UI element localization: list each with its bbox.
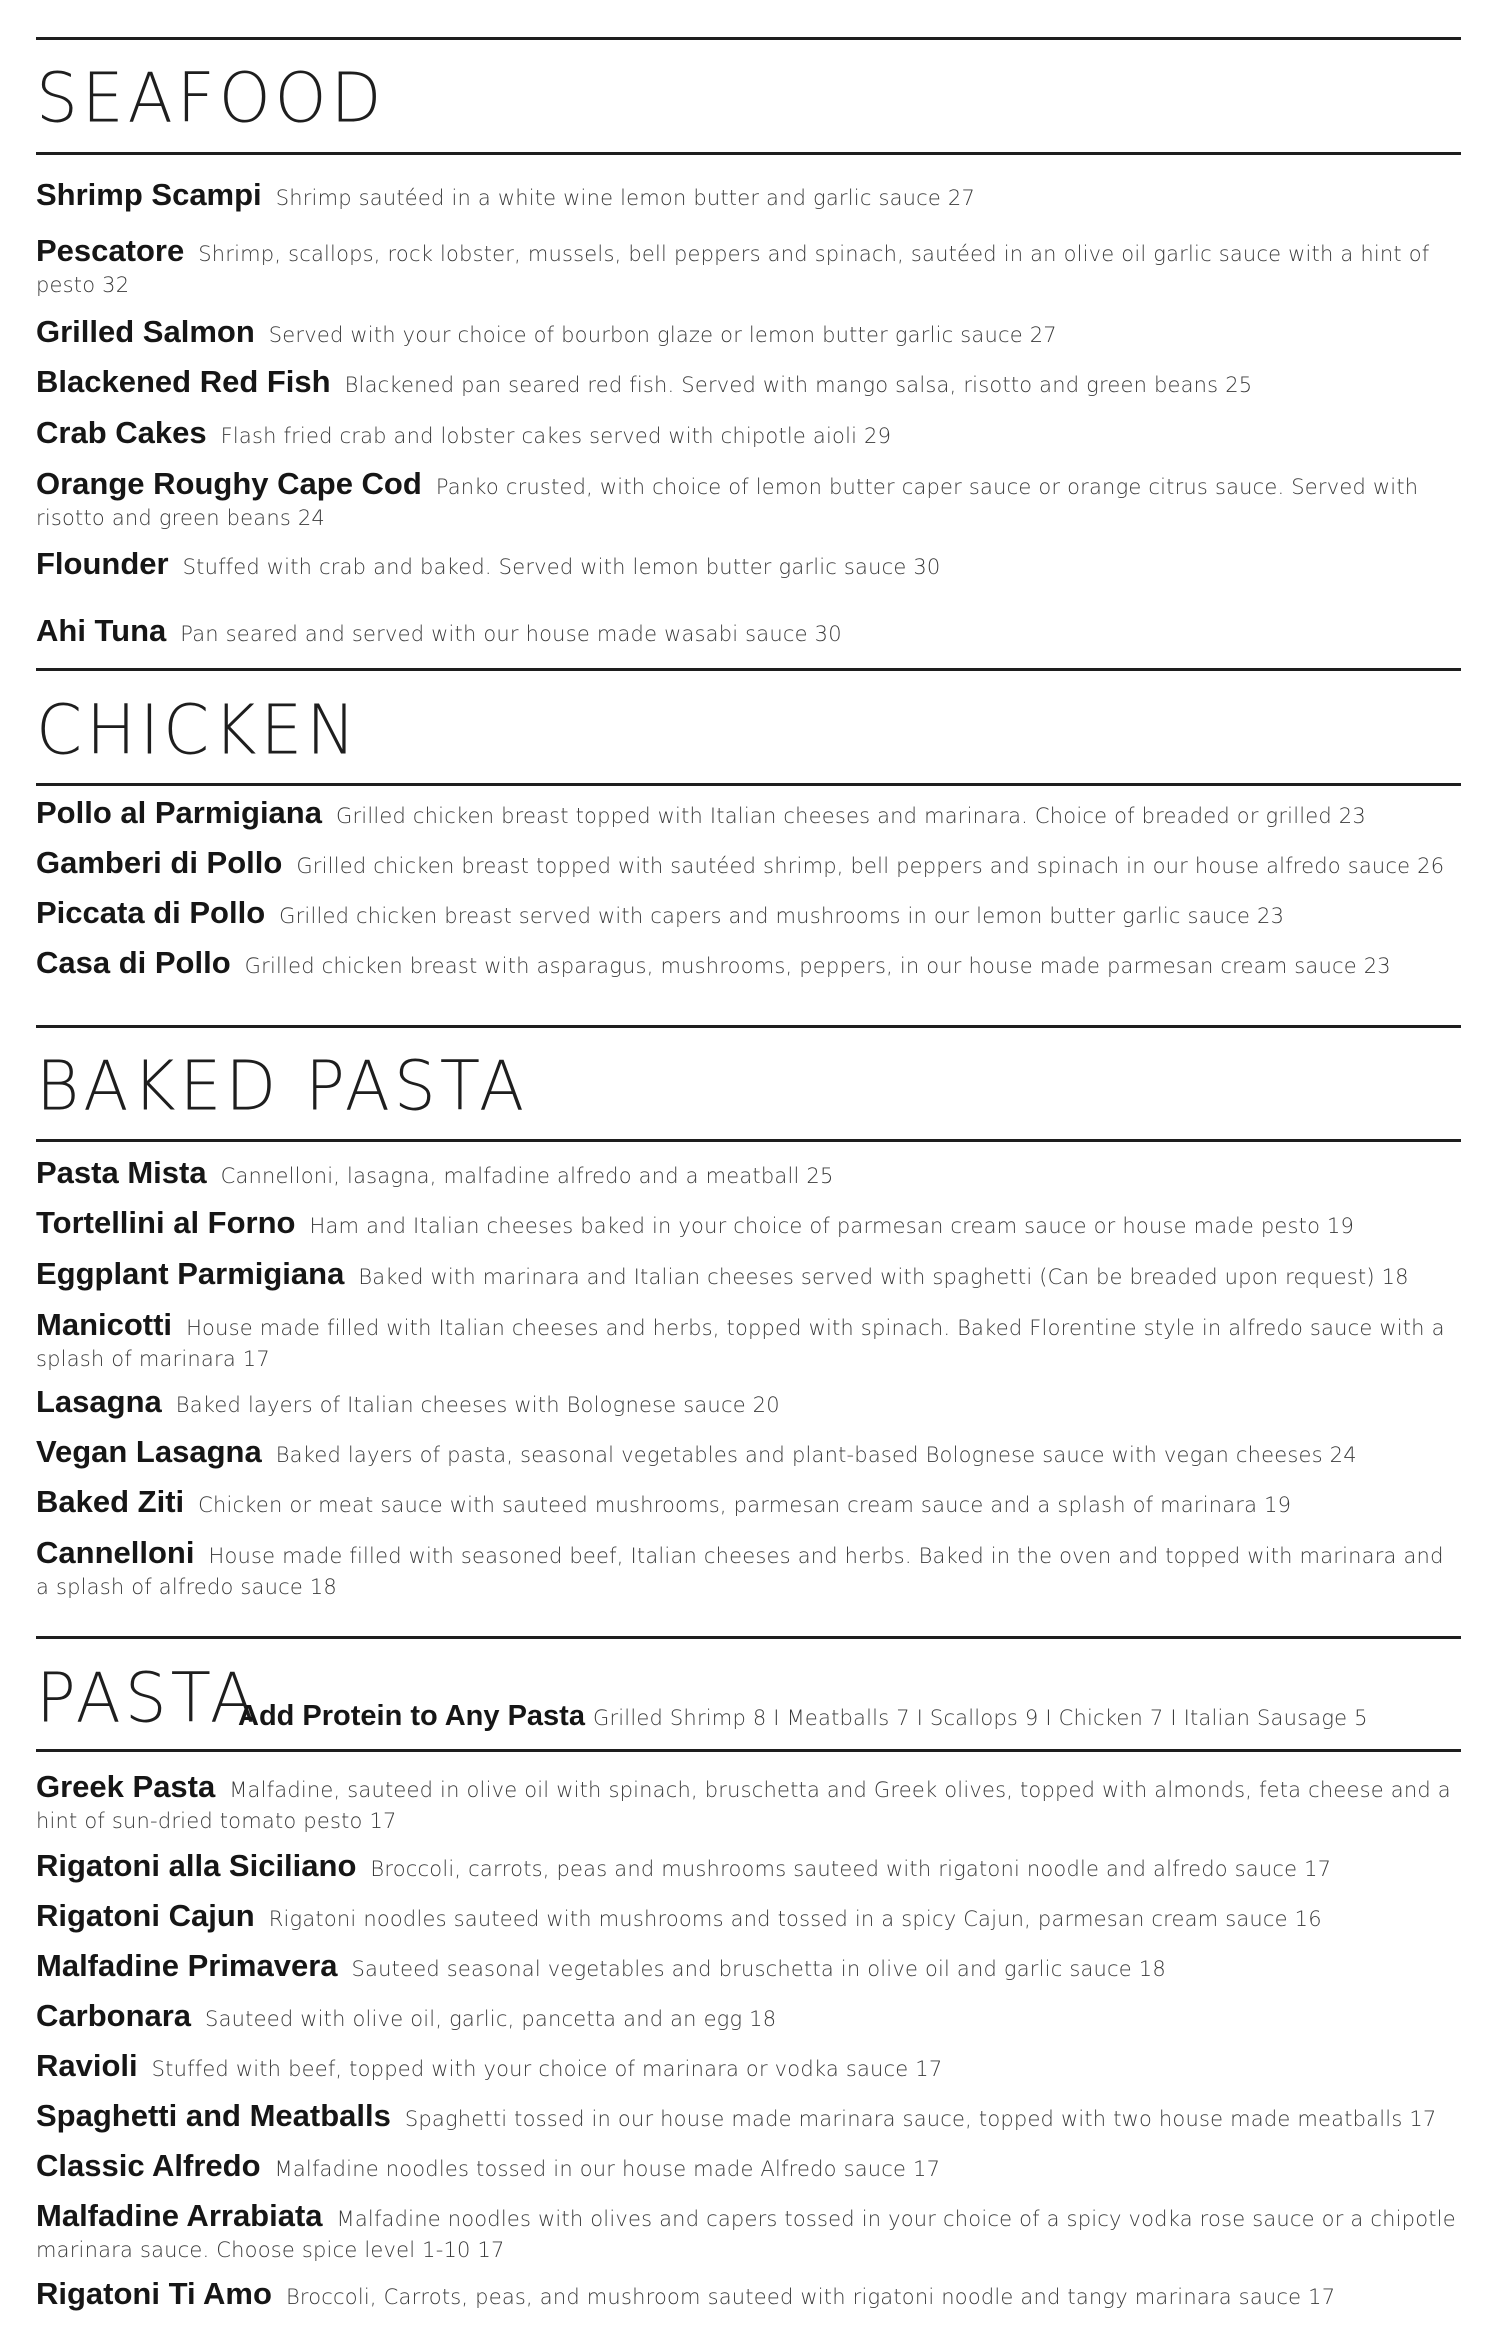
section-title-chicken: CHICKEN [36, 690, 360, 771]
menu-item [36, 2148, 1461, 2186]
item-name: Shrimp Scampi [36, 177, 262, 212]
item-description: Malfadine, sauteed in olive oil with spinach, bruschetta and Greek olives, topped with almonds, feta cheese and a hint of sun-dried tomato pesto 17 [36, 1778, 1451, 1833]
menu-item [36, 1998, 1461, 2036]
menu-item [36, 1948, 1461, 1986]
section-divider [36, 668, 1461, 671]
addon-label: Add Protein to Any Pasta [238, 1700, 585, 1732]
item-name: Grilled Salmon [36, 314, 255, 349]
item-description: Broccoli, carrots, peas and mushrooms sauteed with rigatoni noodle and alfredo sauce 17 [370, 1857, 1332, 1881]
menu-item [36, 2198, 1461, 2267]
item-name: Orange Roughy Cape Cod [36, 466, 422, 501]
section-divider [36, 1749, 1461, 1752]
section-title-baked-pasta: BAKED PASTA [36, 1046, 529, 1127]
menu-item [36, 466, 1461, 535]
item-description: Sauteed seasonal vegetables and bruschetta in olive oil and garlic sauce 18 [351, 1957, 1166, 1981]
item-name: Piccata di Pollo [36, 895, 266, 930]
item-description: Rigatoni noodles sauteed with mushrooms and tossed in a spicy Cajun, parmesan cream sauce 16 [268, 1907, 1322, 1931]
item-name: Flounder [36, 546, 169, 581]
menu-item [36, 1434, 1461, 1472]
item-description: Shrimp, scallops, rock lobster, mussels, bell peppers and spinach, sautéed in an olive oil garlic sauce with a hint of pesto 32 [36, 242, 1430, 297]
menu-item [36, 415, 1461, 453]
item-description: House made filled with Italian cheeses and herbs, topped with spinach. Baked Florentine style in alfredo sauce with a splash of marinara 17 [36, 1316, 1445, 1371]
item-name: Cannelloni [36, 1535, 195, 1570]
item-description: Sauteed with olive oil, garlic, pancetta and an egg 18 [205, 2007, 777, 2031]
menu-item [36, 546, 1461, 584]
item-description: House made filled with seasoned beef, Italian cheeses and herbs. Baked in the oven and topped with marinara and a splash of alfredo sauce 18 [36, 1544, 1444, 1599]
menu-item [36, 795, 1461, 833]
menu-item [36, 613, 1461, 651]
menu-item [36, 945, 1461, 983]
item-name: Baked Ziti [36, 1484, 185, 1519]
menu-item [36, 1155, 1461, 1193]
item-description: Malfadine noodles tossed in our house made Alfredo sauce 17 [274, 2157, 941, 2181]
item-name: Spaghetti and Meatballs [36, 2098, 391, 2133]
item-name: Tortellini al Forno [36, 1205, 296, 1240]
item-description: Grilled chicken breast served with capers and mushrooms in our lemon butter garlic sauce 23 [279, 904, 1285, 928]
item-description: Shrimp sautéed in a white wine lemon butter and garlic sauce 27 [275, 186, 976, 210]
menu-item [36, 1484, 1461, 1522]
item-name: Crab Cakes [36, 415, 207, 450]
item-name: Rigatoni Ti Amo [36, 2276, 272, 2311]
item-description: Cannelloni, lasagna, malfadine alfredo and a meatball 25 [220, 1164, 834, 1188]
item-description: Grilled chicken breast with asparagus, mushrooms, peppers, in our house made parmesan cream sauce 23 [244, 954, 1391, 978]
item-description: Malfadine noodles with olives and capers tossed in your choice of a spicy vodka rose sauce or a chipotle marinara sauce. Choose spice level 1-10 17 [36, 2207, 1456, 2262]
item-name: Gamberi di Pollo [36, 845, 283, 880]
menu-item [36, 1535, 1461, 1604]
item-name: Rigatoni Cajun [36, 1898, 255, 1933]
item-description: Grilled chicken breast topped with sautéed shrimp, bell peppers and spinach in our house alfredo sauce 26 [296, 854, 1445, 878]
item-name: Lasagna [36, 1384, 162, 1419]
menu-item [36, 1256, 1461, 1294]
menu-item [36, 1384, 1461, 1422]
item-description: Baked layers of pasta, seasonal vegetables and plant-based Bolognese sauce with vegan cheeses 24 [275, 1443, 1357, 1467]
item-description: Ham and Italian cheeses baked in your choice of parmesan cream sauce or house made pesto 19 [309, 1214, 1355, 1238]
addon-options: Grilled Shrimp 8 I Meatballs 7 I Scallops 9 I Chicken 7 I Italian Sausage 5 [592, 1706, 1368, 1730]
item-description: Grilled chicken breast topped with Italian cheeses and marinara. Choice of breaded or grilled 23 [335, 804, 1366, 828]
menu-item [36, 1769, 1461, 1838]
item-name: Pasta Mista [36, 1155, 207, 1190]
protein-addon [238, 1700, 1368, 1733]
item-name: Blackened Red Fish [36, 364, 331, 399]
item-name: Classic Alfredo [36, 2148, 261, 2183]
item-description: Baked with marinara and Italian cheeses served with spaghetti (Can be breaded upon request) 18 [358, 1265, 1409, 1289]
item-name: Pescatore [36, 233, 185, 268]
menu-item [36, 2276, 1461, 2314]
item-name: Eggplant Parmigiana [36, 1256, 345, 1291]
menu-item [36, 364, 1461, 402]
section-divider [36, 1139, 1461, 1142]
item-description: Pan seared and served with our house made wasabi sauce 30 [180, 622, 842, 646]
item-description: Stuffed with crab and baked. Served with lemon butter garlic sauce 30 [182, 555, 941, 579]
menu-item [36, 177, 1461, 215]
menu-item [36, 845, 1461, 883]
menu-item [36, 1307, 1461, 1376]
item-name: Rigatoni alla Siciliano [36, 1848, 357, 1883]
item-description: Spaghetti tossed in our house made marinara sauce, topped with two house made meatballs 17 [404, 2107, 1437, 2131]
item-description: Flash fried crab and lobster cakes served with chipotle aioli 29 [220, 424, 892, 448]
menu-item [36, 233, 1461, 302]
item-description: Baked layers of Italian cheeses with Bolognese sauce 20 [175, 1393, 780, 1417]
menu-item [36, 1205, 1461, 1243]
item-name: Ravioli [36, 2048, 138, 2083]
section-divider [36, 1636, 1461, 1639]
item-name: Vegan Lasagna [36, 1434, 262, 1469]
section-title-pasta: PASTA [36, 1658, 259, 1739]
item-name: Manicotti [36, 1307, 173, 1342]
item-name: Greek Pasta [36, 1769, 216, 1804]
section-divider [36, 1025, 1461, 1028]
menu-item [36, 1848, 1461, 1886]
item-name: Casa di Pollo [36, 945, 231, 980]
item-description: Blackened pan seared red fish. Served with mango salsa, risotto and green beans 25 [344, 373, 1253, 397]
item-description: Served with your choice of bourbon glaze or lemon butter garlic sauce 27 [268, 323, 1057, 347]
section-title-seafood: SEAFOOD [36, 58, 386, 139]
item-name: Ahi Tuna [36, 613, 167, 648]
menu-item [36, 1898, 1461, 1936]
item-description: Chicken or meat sauce with sauteed mushrooms, parmesan cream sauce and a splash of marinara 19 [198, 1493, 1292, 1517]
item-name: Malfadine Arrabiata [36, 2198, 323, 2233]
item-name: Malfadine Primavera [36, 1948, 338, 1983]
section-divider [36, 783, 1461, 786]
menu-item [36, 895, 1461, 933]
item-name: Pollo al Parmigiana [36, 795, 322, 830]
menu-item [36, 2048, 1461, 2086]
item-name: Carbonara [36, 1998, 192, 2033]
item-description: Broccoli, Carrots, peas, and mushroom sauteed with rigatoni noodle and tangy marinara sauce 17 [285, 2285, 1336, 2309]
item-description: Stuffed with beef, topped with your choice of marinara or vodka sauce 17 [151, 2057, 943, 2081]
menu-item [36, 314, 1461, 352]
menu-item [36, 2098, 1461, 2136]
item-description: Panko crusted, with choice of lemon butter caper sauce or orange citrus sauce. Served with risotto and green beans 24 [36, 475, 1419, 530]
section-divider [36, 152, 1461, 155]
section-divider [36, 37, 1461, 40]
